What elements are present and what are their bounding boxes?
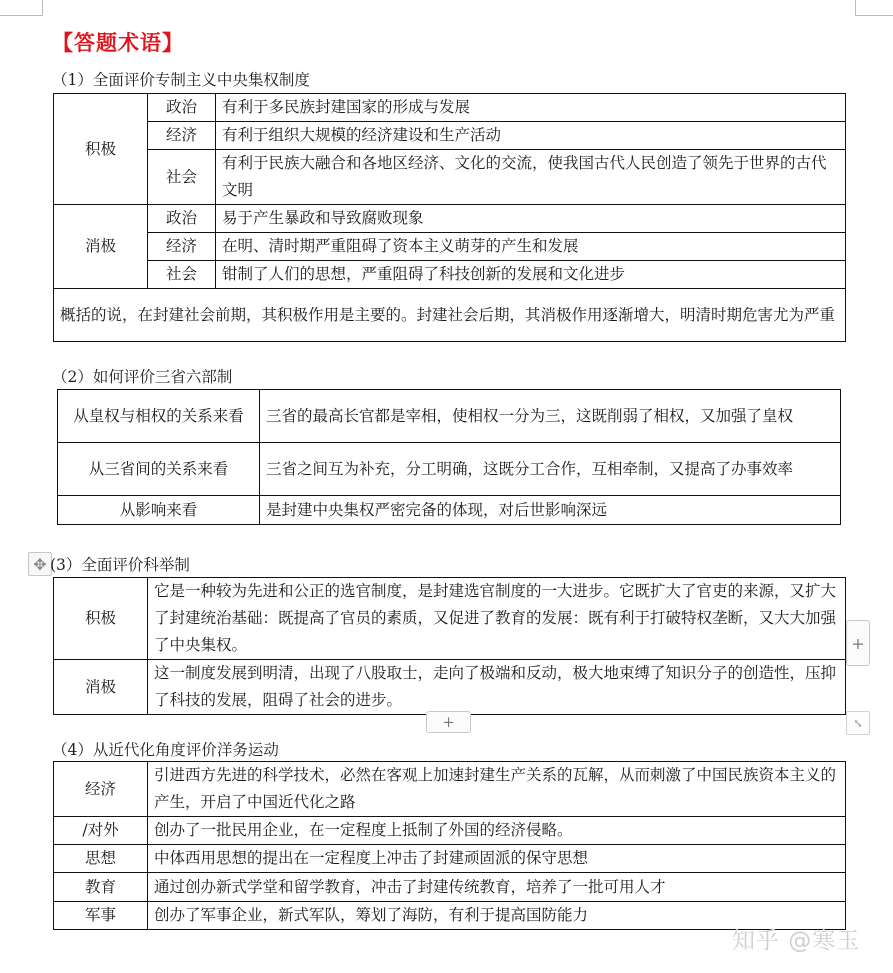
content-cell: 是封建中央集权严密完备的体现，对后世影响深远 (260, 496, 841, 525)
aspect-cell: 经济 (148, 233, 216, 261)
table-row (54, 817, 846, 845)
table-resize-icon[interactable]: ⤡ (846, 711, 870, 735)
aspect-cell: 政治 (148, 94, 216, 122)
content-cell: 通过创办新式学堂和留学教育，冲击了封建传统教育，培养了一批可用人才 (148, 873, 846, 902)
section-2-heading: （2）如何评价三省六部制 (52, 368, 233, 386)
label-cell: 积极 (54, 578, 148, 660)
content-cell: 中体西用思想的提出在一定程度上冲击了封建顽固派的保守思想 (148, 845, 846, 873)
aspect-cell: 经济 (148, 122, 216, 150)
section-4-heading: （4）从近代化角度评价洋务运动 (52, 741, 279, 759)
table-row (54, 233, 846, 261)
group-label-positive: 积极 (54, 94, 148, 205)
table-row (54, 122, 846, 150)
label-cell: 从三省间的关系来看 (58, 443, 260, 496)
table-row (54, 902, 846, 930)
table-row (54, 873, 846, 902)
label-cell: 思想 (54, 845, 148, 873)
aspect-cell: 政治 (148, 205, 216, 233)
table-row (54, 150, 846, 205)
content-cell: 钳制了人们的思想，严重阻碍了科技创新的发展和文化进步 (216, 261, 846, 289)
watermark: 知乎 @寒玉 (732, 928, 861, 954)
table-row (58, 496, 841, 525)
table-row (54, 578, 846, 660)
page-corner-mark-right (855, 0, 893, 16)
content-cell: 创办了军事企业，新式军队，筹划了海防，有利于提高国防能力 (148, 902, 846, 930)
add-row-button[interactable]: + (426, 711, 471, 733)
section-3-heading: (3）全面评价科举制 (50, 556, 190, 574)
aspect-cell: 社会 (148, 150, 216, 205)
table-centralization (53, 93, 846, 342)
section-1-heading: （1）全面评价专制主义中央集权制度 (52, 71, 310, 89)
group-label-negative: 消极 (54, 205, 148, 289)
label-cell: 经济 (54, 762, 148, 817)
content-cell: 引进西方先进的科学技术，必然在客观上加速封建生产关系的瓦解，从而刺激了中国民族资本主义的产生，开启了中国近代化之路 (148, 762, 846, 817)
label-cell: 从影响来看 (58, 496, 260, 525)
label-cell: 从皇权与相权的关系来看 (58, 390, 260, 443)
table-row (58, 390, 841, 443)
label-cell: 教育 (54, 873, 148, 902)
content-cell: 这一制度发展到明清，出现了八股取士，走向了极端和反动，极大地束缚了知识分子的创造性，压抑了科技的发展，阻碍了社会的进步。 (148, 660, 846, 715)
label-cell: 军事 (54, 902, 148, 930)
table-row (58, 443, 841, 496)
table-row-summary (54, 289, 846, 342)
table-row (54, 205, 846, 233)
label-cell: /对外 (54, 817, 148, 845)
table-row (54, 261, 846, 289)
content-cell: 易于产生暴政和导致腐败现象 (216, 205, 846, 233)
aspect-cell: 社会 (148, 261, 216, 289)
content-cell: 有利于组织大规模的经济建设和生产活动 (216, 122, 846, 150)
content-cell: 三省的最高长官都是宰相，使相权一分为三，这既削弱了相权，又加强了皇权 (260, 390, 841, 443)
summary-cell: 概括的说，在封建社会前期，其积极作用是主要的。封建社会后期，其消极作用逐渐增大，明清时期危害尤为严重 (54, 289, 846, 342)
content-cell: 它是一种较为先进和公正的选官制度，是封建选官制度的一大进步。它既扩大了官吏的来源，又扩大了封建统治基础：既提高了官员的素质，又促进了教育的发展：既有利于打破特权垄断，又大大加强了中央集权。 (148, 578, 846, 660)
label-cell: 消极 (54, 660, 148, 715)
content-cell: 创办了一批民用企业，在一定程度上抵制了外国的经济侵略。 (148, 817, 846, 845)
table-imperial-exam (53, 577, 846, 715)
page-corner-mark-left (0, 0, 43, 16)
table-row (54, 660, 846, 715)
content-cell: 在明、清时期严重阻碍了资本主义萌芽的产生和发展 (216, 233, 846, 261)
content-cell: 有利于多民族封建国家的形成与发展 (216, 94, 846, 122)
page-title: 【答题术语】 (52, 31, 184, 55)
content-cell: 有利于民族大融合和各地区经济、文化的交流，使我国古代人民创造了领先于世界的古代文明 (216, 150, 846, 205)
table-row (54, 845, 846, 873)
add-column-button[interactable]: + (846, 620, 870, 666)
table-row (54, 762, 846, 817)
content-cell: 三省之间互为补充，分工明确，这既分工合作，互相牵制，又提高了办事效率 (260, 443, 841, 496)
table-three-departments (57, 389, 841, 525)
table-westernization (53, 761, 846, 930)
table-move-handle-icon[interactable]: ✥ (28, 552, 52, 576)
table-row (54, 94, 846, 122)
